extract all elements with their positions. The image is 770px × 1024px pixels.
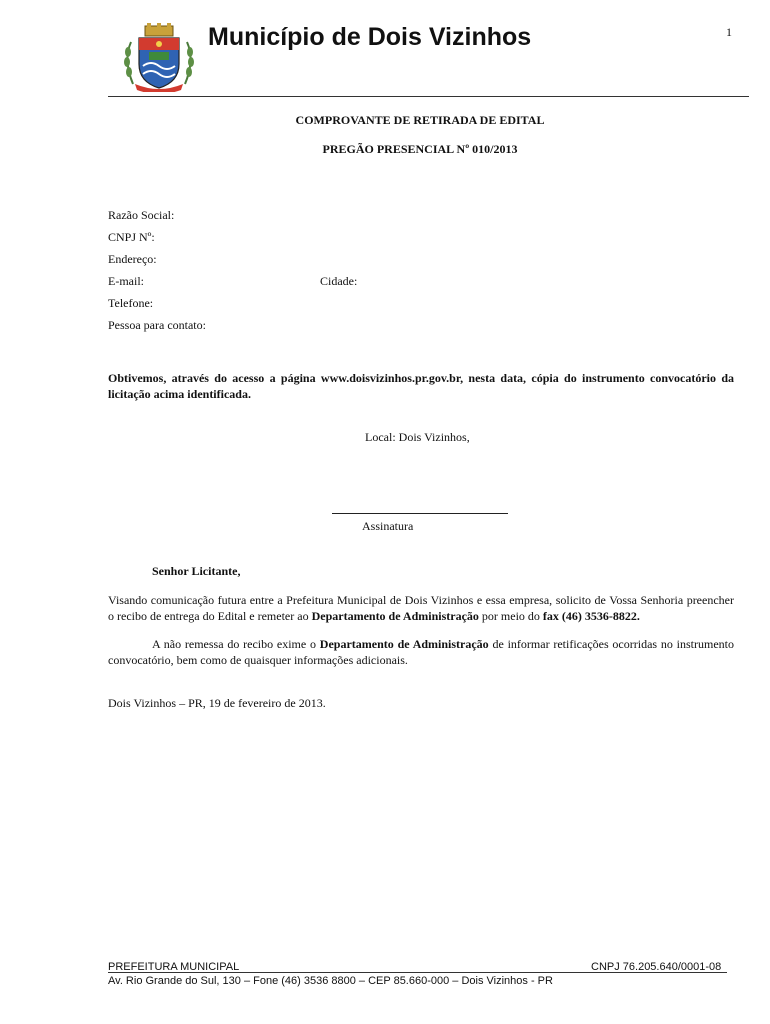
signature-label: Assinatura [362, 519, 414, 533]
notice-p1-text: Visando comunicação futura entre a Prefeitura Municipal de Dois Vizinhos e essa empresa, solicito de Vossa Senhoria preencher o recibo de entrega do Edital e remeter ao [108, 593, 734, 623]
footer-cnpj: CNPJ 76.205.640/0001-08 [591, 961, 722, 973]
date-line: Dois Vizinhos – PR, 19 de fevereiro de 2013. [108, 696, 326, 710]
notice-p2-department: Departamento de Administração [319, 637, 489, 651]
footer-prefeitura: PREFEITURA MUNICIPAL [108, 961, 240, 973]
notice-p1-fax: fax (46) 3536-8822. [542, 609, 640, 623]
signature-line [332, 513, 508, 514]
endereco-label: Endereço: [108, 252, 157, 266]
cidade-label: Cidade: [320, 274, 358, 288]
coat-of-arms-icon [117, 22, 201, 92]
statement-paragraph: Obtivemos, através do acesso a página www.doisvizinhos.pr.gov.br, nesta data, cópia do instrumento convocatório da licitação acima identificada. [108, 371, 734, 401]
notice-p1-department: Departamento de Administração [311, 609, 479, 623]
header-divider [108, 96, 749, 97]
cnpj-label: CNPJ Nº: [108, 230, 155, 244]
local-line: Local: Dois Vizinhos, [365, 430, 470, 444]
process-title: PREGÃO PRESENCIAL Nº 010/2013 [322, 142, 518, 156]
footer-divider [108, 972, 727, 973]
greeting: Senhor Licitante, [152, 564, 241, 578]
notice-paragraph-2 [108, 636, 734, 668]
razao-social-label: Razão Social: [108, 208, 175, 222]
receipt-title: COMPROVANTE DE RETIRADA DE EDITAL [295, 113, 545, 127]
page-number: 1 [726, 25, 732, 39]
notice-p1-mid: por meio do [478, 609, 543, 623]
municipality-title: Município de Dois Vizinhos [208, 23, 532, 51]
telefone-label: Telefone: [108, 296, 154, 310]
notice-paragraph-1 [108, 592, 734, 624]
notice-p2-start: A não remessa do recibo exime o [152, 637, 320, 651]
footer-address: Av. Rio Grande do Sul, 130 – Fone (46) 3536 8800 – CEP 85.660-000 – Dois Vizinhos - PR [108, 975, 553, 987]
contato-label: Pessoa para contato: [108, 318, 206, 332]
notice-p2-end: de informar retificações ocorridas no instrumento convocatório, bem como de quaisquer informações adicionais. [108, 637, 734, 667]
email-label: E-mail: [108, 274, 144, 288]
